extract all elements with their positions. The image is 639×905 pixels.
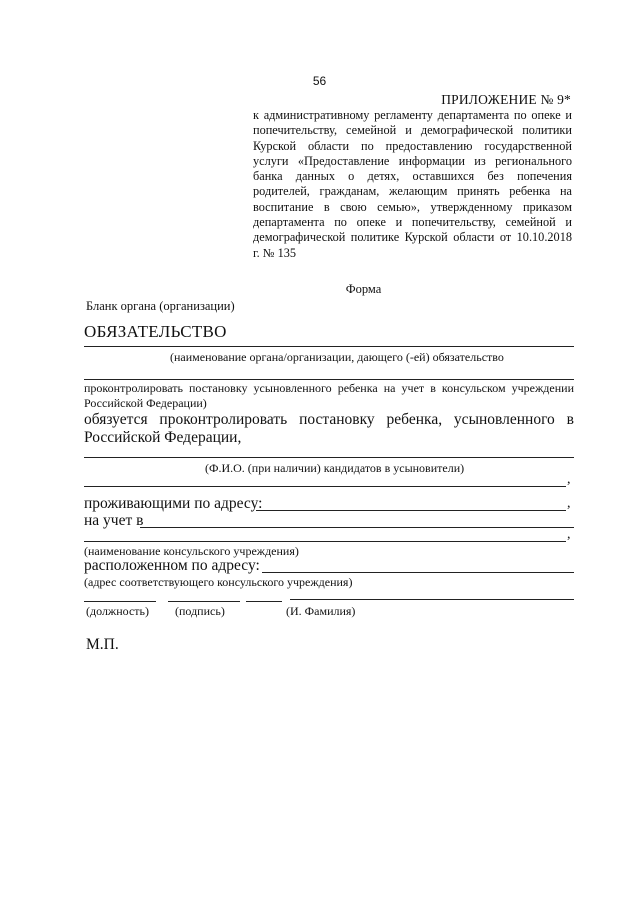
consulate-line [84,541,566,542]
regulation-line: г. № 135 [253,245,297,260]
registration-label: на учет в [84,512,144,529]
form-label: Форма [345,282,382,296]
regulation-line: банка данных о детях, оставшихся без попечения [253,169,572,184]
fio-line [84,457,574,458]
position-caption: (должность) [86,604,149,618]
comma: , [567,472,571,487]
signature-line [168,601,240,602]
stamp-label: М.П. [86,636,119,653]
regulation-line: департамента по опеке и попечительству, семейной и [253,215,572,230]
org-name-line [84,346,574,347]
fio-caption: (Ф.И.О. (при наличии) кандидатов в усыновители) [205,461,465,475]
comma: , [567,496,571,511]
control-caption-line: проконтролировать постановку усыновленного ребенка на учет в консульском учреждении [84,381,574,395]
regulation-line: Курской области по предоставлению государственной [253,138,572,153]
regulation-line: попечительству, семейной и демографической политики [253,123,572,138]
regulation-line: услуги «Предоставление информации из регионального [253,153,572,168]
comma: , [567,527,571,542]
position-line [84,601,156,602]
regulation-line: демографической политике Курской области от 10.10.2018 [253,230,572,245]
control-caption-line: Российской Федерации) [84,396,207,410]
consulate-address-caption: (адрес соответствующего консульского учреждения) [84,575,353,589]
consulate-caption: (наименование консульского учреждения) [84,544,299,558]
regulation-reference [253,108,572,261]
regulation-line: родителей, гражданам, желающим принять ребенка на [253,184,572,199]
consulate-address-line [262,572,574,573]
name-line [290,599,574,600]
obliges-text: обязуется проконтролировать постановку ребенка, усыновленного в [84,411,574,428]
signature-line-2 [246,601,282,602]
regulation-line: воспитание в свою семью», утвержденному приказом [253,199,572,214]
located-label: расположенном по адресу: [84,557,260,574]
obliges-text: Российской Федерации, [84,429,242,446]
appendix-title: ПРИЛОЖЕНИЕ № 9* [441,92,571,107]
fio-line-2 [84,486,566,487]
blank-label: Бланк органа (организации) [86,299,235,313]
document-title: ОБЯЗАТЕЛЬСТВО [84,322,227,341]
living-address-label: проживающими по адресу: [84,495,263,512]
name-caption: (И. Фамилия) [286,604,356,618]
regulation-line: к административному регламенту департамента по опеке и [253,108,572,122]
org-name-line-2 [84,379,574,380]
org-name-caption: (наименование органа/организации, дающего (-ей) обязательство [170,350,504,364]
page-number: 56 [312,74,327,88]
living-address-line [256,510,566,511]
signature-caption: (подпись) [175,604,225,618]
registration-line [140,527,574,528]
